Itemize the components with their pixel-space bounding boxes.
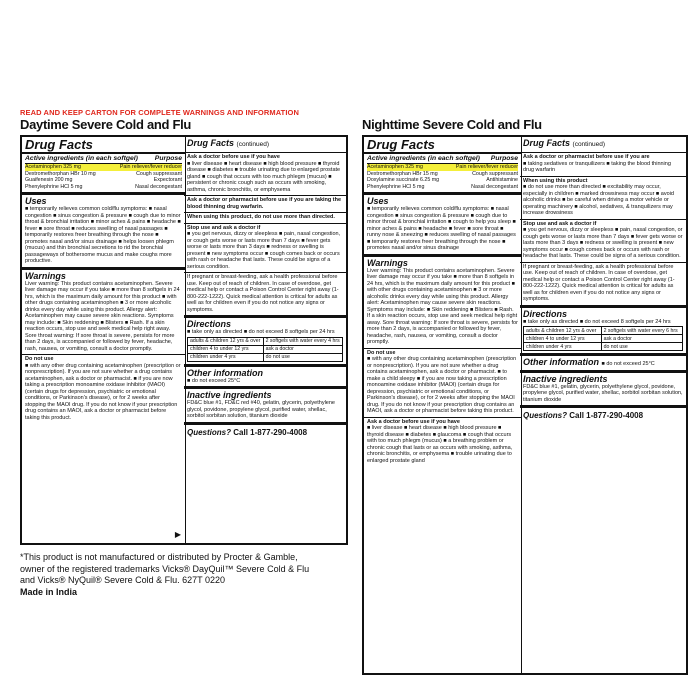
daytime-directions-section: [184, 315, 346, 364]
directions-heading: Directions: [523, 308, 568, 319]
uses-heading: Uses: [25, 196, 47, 207]
ai-purpose-label: Purpose: [154, 155, 182, 162]
nighttime-uses-section: [364, 192, 521, 254]
warnings-text: Liver warning: This product contains acetaminophen. Severe liver damage may occur if you take ■ more than 8 softgels in 24 hrs, which is the maximum daily amount for this product ■ with other drugs containing acetaminophen ■ 3 or more alcoholic drinks every day while using this product. Allergy alert: Acetaminophen may cause severe skin reactions. Symptoms may include: ■ Skin reddening ■ Blisters ■ Rash. If a skin reaction occurs, stop use and seek medical help right away. Sore throat warning: If sore throat is severe, persists for more than 2 days, is accompanied or followed by fever, headache, rash, nausea, or vomiting, consult a doctor promptly.: [367, 267, 518, 346]
nighttime-directions-section: [520, 305, 686, 354]
ingredient-row: Phenylephrine HCl 5 mg Nasal decongestant: [25, 183, 182, 190]
ingredient-row: Dextromethorphan HBr 15 mg Cough suppressant: [367, 170, 518, 177]
stop-use-heading: Stop use and ask a doctor if: [523, 220, 597, 227]
do-not-use-text: ■ with any other drug containing acetaminophen (prescription or nonprescription). If you are not sure whether a drug contains acetaminophen, ask a doctor or pharmacist. ■ if you are now taking a prescription monoamine oxidase inhibitor (MAOI) (certain drugs for depression, psychiatric or emotional conditions, or Parkinson's disease), or for 2 weeks after stopping the MAOI drug. If you do not know if your prescription drug contains an MAOI, ask a doctor or pharmacist before taking this product.: [25, 362, 181, 421]
daytime-warnings-section: [22, 267, 185, 355]
stop-use-text: ■ you get nervous, dizzy or sleepless ■ pain, nasal congestion, or cough gets worse or lasts more than 7 days ■ fever gets worse or lasts more than 3 days ■ redness or swelling is present ■ new symptoms occur ■ cough comes back or occurs with rash or headache that lasts. These could be signs of a serious condition.: [523, 227, 683, 259]
nighttime-drug-facts-panel: [362, 135, 688, 675]
warnings-heading: Warnings: [367, 257, 408, 268]
daytime-product-title: Daytime Severe Cold and Flu: [20, 117, 192, 132]
daytime-ask-pharmacist-section: [184, 195, 346, 212]
nighttime-when-using-section: [520, 176, 686, 219]
dosing-table: [187, 337, 343, 362]
daytime-active-ingredients: [22, 154, 185, 192]
ask-pharmacist-text: ■ taking sedatives or tranquilizers ■ taking the blood thinning drug warfarin: [523, 160, 671, 173]
nighttime-active-ingredients: [364, 154, 521, 192]
stop-use-heading: Stop use and ask a doctor if: [187, 224, 261, 231]
daytime-ask-doctor-section: [184, 152, 346, 195]
ai-head-label: Active ingredients (in each softgel): [367, 155, 480, 162]
other-info-text: ■ do not exceed 25°C: [601, 361, 655, 367]
stop-use-text: ■ you get nervous, dizzy or sleepless ■ pain, nasal congestion, or cough gets worse or lasts more than 7 days ■ fever gets worse or lasts more than 3 days ■ redness or swelling is present ■ new symptoms occur ■ cough comes back or occurs with rash or headache that lasts. These could be signs of a serious condition.: [187, 231, 341, 270]
inactive-text: FD&C blue #1, gelatin, glycerin, polyethylene glycol, povidone, propylene glycol, purified water, shellac, sorbitol sorbitan solution, titanium dioxide: [523, 383, 683, 403]
inactive-text: FD&C blue #1, FD&C red #40, gelatin, glycerin, polyethylene glycol, povidone, propylene glycol, purified water, shellac, sorbitol sorbitan solution, titanium dioxide: [187, 400, 335, 419]
phone-number: Call 1-877-290-4008: [569, 411, 644, 420]
warnings-text: Liver warning: This product contains acetaminophen. Severe liver damage may occur if you take ■ more than 8 softgels in 24 hrs, which is the maximum daily amount for this product ■ with other drugs containing acetaminophen ■ 3 or more alcoholic drinks every day while using this product. Allergy alert: Acetaminophen may cause severe skin reactions. Symptoms may include: ■ Skin reddening ■ Blisters ■ Rash. If a skin reaction occurs, stop use and seek medical help right away. Sore throat warning: If sore throat is severe, persists for more than 2 days, is accompanied or followed by fever, headache, rash, nausea, or vomiting, consult a doctor promptly.: [25, 280, 180, 352]
nighttime-other-info-section: [520, 353, 686, 370]
nighttime-ask-doctor-section: [364, 417, 521, 467]
directions-text: ■ take only as directed ■ do not exceed 8 softgels per 24 hrs: [187, 329, 335, 335]
table-row: children 4 to under 12 yrs ask a doctor: [524, 335, 683, 343]
footnote: [20, 552, 320, 598]
daytime-other-info-section: [184, 364, 346, 387]
ingredient-row: Acetaminophen 325 mg Pain reliever/fever reducer: [367, 164, 518, 170]
drug-facts-continued-heading: Drug Facts (continued): [187, 138, 270, 148]
drug-facts-continued-heading: Drug Facts (continued): [523, 138, 606, 148]
phone-number: Call 1-877-290-4008: [233, 427, 308, 437]
nighttime-product-title: Nighttime Severe Cold and Flu: [362, 117, 542, 132]
nighttime-right-column: [520, 137, 686, 673]
daytime-drug-facts-panel: [20, 135, 348, 545]
directions-text: ■ take only as directed ■ do not exceed 8 softgels per 24 hrs: [523, 318, 671, 325]
when-using-heading: When using this product: [523, 177, 588, 184]
ingredient-row: Doxylamine succinate 6.25 mg Antihistamine: [367, 177, 518, 184]
table-row: adults & children 12 yrs & over 2 softgels with water every 4 hrs: [188, 337, 343, 345]
do-not-use-heading: Do not use: [367, 349, 396, 356]
nighttime-pregnant-section: [520, 262, 686, 305]
daytime-when-using-section: [184, 212, 346, 223]
questions-label: Questions?: [187, 427, 232, 437]
warnings-heading: Warnings: [25, 270, 66, 281]
nighttime-left-column: [364, 137, 522, 673]
inactive-heading: Inactive ingredients: [523, 373, 608, 384]
pregnant-text: If pregnant or breast-feeding, ask a health professional before use. Keep out of reach of children. In case of overdose, get medical help or contact a Poison Control Center right away (1-800-222-1222). Quick medical attention is critical for adults as well as for children even if you do not notice any signs or symptoms.: [187, 274, 339, 313]
daytime-left-column: [22, 137, 186, 543]
daytime-drug-facts-title: Drug Facts: [22, 137, 185, 154]
other-info-heading: Other information ■ do not exceed 25°C: [523, 357, 655, 367]
other-info-heading: Other information: [187, 367, 263, 378]
nighttime-drug-facts-title: Drug Facts: [364, 137, 521, 154]
uses-heading: Uses: [367, 196, 389, 207]
directions-heading: Directions: [187, 319, 232, 329]
daytime-right-column: [184, 137, 346, 543]
ai-purpose-label: Purpose: [490, 155, 518, 162]
daytime-questions: [184, 422, 346, 440]
inactive-heading: Inactive ingredients: [187, 390, 272, 400]
carton-warning-banner: READ AND KEEP CARTON FOR COMPLETE WARNINGS AND INFORMATION: [20, 108, 299, 117]
table-row: children under 4 yrs do not use: [188, 353, 343, 361]
table-row: adults & children 12 yrs & over 2 softgels with water every 6 hrs: [524, 327, 683, 335]
table-row: children under 4 yrs do not use: [524, 343, 683, 351]
nighttime-stop-use-section: [520, 219, 686, 262]
made-in-label: Made in India: [20, 586, 78, 597]
when-using-text: When using this product, do not use more than directed.: [187, 214, 335, 220]
other-info-text: ■ do not exceed 25°C: [187, 377, 241, 384]
nighttime-ask-pharmacist-section: [520, 152, 686, 176]
do-not-use-heading: Do not use: [25, 356, 54, 363]
ask-doctor-text: ■ liver disease ■ heart disease ■ high blood pressure ■ thyroid disease ■ diabetes ■ glaucoma ■ cough that occurs with too much phlegm (mucus) ■ a breathing problem or chronic cough that lasts or as occurs with smoking, asthma, chronic bronchitis, or emphysema ■ trouble urinating due to enlarged prostate gland: [367, 425, 513, 464]
daytime-uses-section: [22, 192, 185, 267]
ingredient-row: Guaifenesin 200 mg Expectorant: [25, 177, 182, 184]
nighttime-inactive-section: [520, 370, 686, 406]
nighttime-warnings-section: [364, 254, 521, 348]
daytime-inactive-section: [184, 386, 346, 422]
ask-doctor-heading: Ask a doctor before use if you have: [367, 418, 460, 425]
ask-doctor-heading: Ask a doctor before use if you have: [187, 154, 280, 160]
nighttime-do-not-use-section: [364, 348, 521, 417]
pregnant-text: If pregnant or breast-feeding, ask a health professional before use. Keep out of reach of children. In case of overdose, get medical help or contact a Poison Control Center right away (1-800-222-1222). Quick medical attention is critical for adults as well as for children even if you do not notice any signs or symptoms.: [523, 263, 675, 302]
daytime-do-not-use-section: [22, 354, 185, 423]
trademark-disclaimer: *This product is not manufactured or distributed by Procter & Gamble, owner of the registered trademarks Vicks® DayQuil™ Severe Cold & Flu and Vicks® NyQuil® Severe Cold & Flu. 627T 0220: [20, 552, 310, 585]
ingredient-row: Phenylephrine HCl 5 mg Nasal decongestant: [367, 183, 518, 190]
questions-label: Questions?: [523, 411, 568, 420]
ask-doctor-text: ■ liver disease ■ heart disease ■ high blood pressure ■ thyroid disease ■ diabetes ■ trouble urinating due to enlarged prostate gland ■ cough that occurs with too much phlegm (mucus) ■ persistent or chronic cough such as occurs with smoking, asthma, chronic bronchitis, or emphysema: [187, 160, 341, 193]
ask-pharmacist-heading: Ask a doctor or pharmacist before use if you are: [523, 154, 650, 160]
ai-head-label: Active ingredients (in each softgel): [25, 155, 138, 162]
when-using-text: ■ do not use more than directed ■ excitability may occur, especially in children ■ marked drowsiness may occur ■ avoid alcoholic drinks ■ be careful when driving a motor vehicle or operating machinery ■ alcohol, sedatives, & tranquilizers may increase drowsiness: [523, 184, 674, 216]
uses-text: ■ temporarily relieves common cold/flu symptoms: ■ nasal congestion ■ sinus congestion & pressure ■ cough due to minor throat & bronchial irritation ■ minor aches & pains ■ headache ■ fever ■ sore throat ■ reduces swelling of nasal passages ■ temporarily restores freer breathing through the nose ■ promotes nasal and/or sinus drainage ■ helps loosen phlegm (mucus) and thin bronchial secretions to rid the bronchial passageways of bothersome mucus and make coughs more productive.: [25, 206, 181, 265]
daytime-stop-use-section: [184, 223, 346, 273]
nighttime-questions: [520, 405, 686, 423]
dosing-table: [523, 326, 683, 351]
uses-text: ■ temporarily relieves common cold/flu symptoms: ■ nasal congestion ■ sinus congestion & pressure ■ cough due to minor throat & bronchial irritation ■ cough to help you sleep ■ minor aches & pains ■ headache ■ fever ■ sore throat ■ runny nose & sneezing ■ reduces swelling of nasal passages ■ temporarily restores freer breathing through the nose ■ promotes nasal and/or sinus drainage: [367, 206, 516, 252]
do-not-use-text: ■ with any other drug containing acetaminophen (prescription or nonprescription). If you are not sure whether a drug contains acetaminophen, ask a doctor or pharmacist. ■ to make a child sleepy ■ if you are now taking a prescription monoamine oxidase inhibitor (MAOI) (certain drugs for depression, psychiatric or emotional conditions, or Parkinson's disease), or for 2 weeks after stopping the MAOI drug. If you do not know if your prescription drug contains an MAOI, ask a doctor or pharmacist before taking this product.: [367, 356, 517, 415]
continue-arrow-icon: ▶: [174, 530, 181, 539]
ask-pharmacist-text: Ask a doctor or pharmacist before use if you are taking the blood thinning drug warfarin.: [187, 197, 342, 210]
ingredient-row: Dextromethorphan HBr 10 mg Cough suppressant: [25, 170, 182, 177]
table-row: children 4 to under 12 yrs ask a doctor: [188, 345, 343, 353]
ingredient-row: Acetaminophen 325 mg Pain reliever/fever reducer: [25, 164, 182, 170]
daytime-pregnant-section: [184, 272, 346, 315]
